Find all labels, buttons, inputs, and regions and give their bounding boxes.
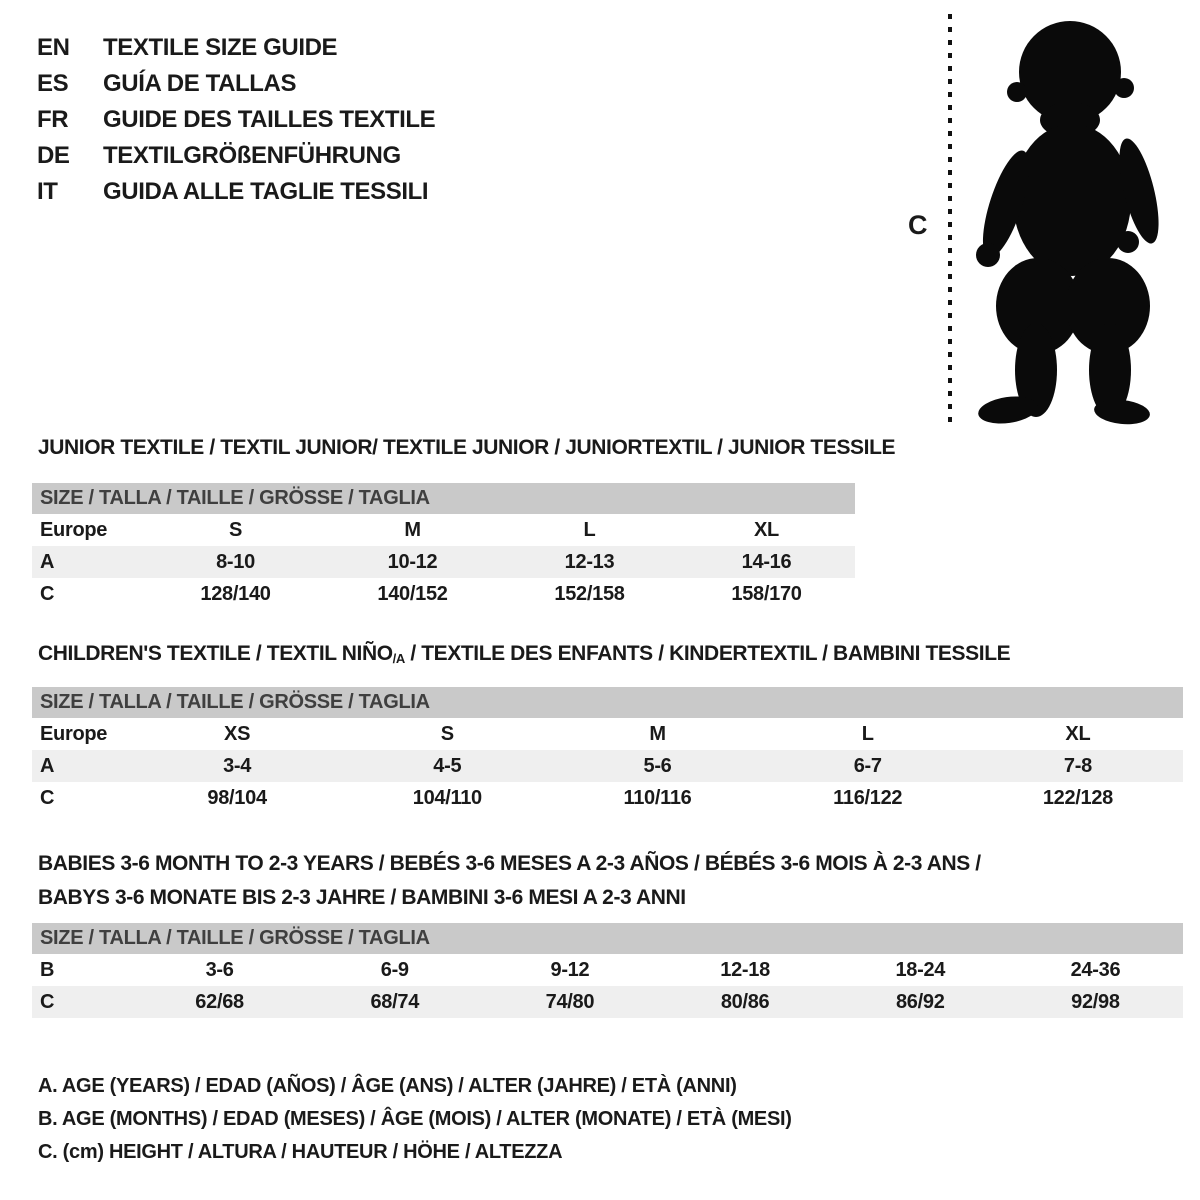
language-row: [37, 30, 435, 66]
row-label: A: [40, 755, 55, 777]
row-label: C: [40, 787, 55, 809]
language-code: ES: [37, 70, 69, 97]
cell: 116/122: [833, 787, 903, 809]
cell: 12-13: [564, 551, 615, 573]
table-row-height: [32, 782, 1183, 814]
babies-title-line: BABYS 3-6 MONATE BIS 2-3 JAHRE / BAMBINI 3-6 MESI A 2-3 ANNI: [38, 886, 686, 909]
cell: 12-18: [720, 959, 770, 981]
language-code: IT: [37, 178, 58, 205]
legend-line-a: A. AGE (YEARS) / EDAD (AÑOS) / ÂGE (ANS) / ALTER (JAHRE) / ETÀ (ANNI): [38, 1075, 737, 1097]
language-row: [37, 174, 435, 210]
cell: 18-24: [895, 959, 946, 981]
cell: 104/110: [412, 787, 482, 809]
cell: XL: [754, 519, 779, 541]
cell: 86/92: [895, 991, 945, 1013]
cell: 5-6: [643, 755, 672, 777]
cell: 62/68: [195, 991, 244, 1013]
cell: 4-5: [433, 755, 462, 777]
cell: 10-12: [387, 551, 438, 573]
row-label: B: [40, 959, 55, 981]
cell: 7-8: [1063, 755, 1092, 777]
cell: 122/128: [1042, 787, 1114, 809]
language-title: TEXTILE SIZE GUIDE: [103, 34, 338, 61]
language-title: GUIDA ALLE TAGLIE TESSILI: [103, 178, 429, 205]
cell: 8-10: [216, 551, 255, 573]
size-header-bar: SIZE / TALLA / TAILLE / GRÖSSE / TAGLIA: [32, 923, 1183, 954]
children-title-text: CHILDREN'S TEXTILE / TEXTIL NIÑO: [38, 642, 393, 665]
cell: 68/74: [370, 991, 420, 1013]
table-row-age: [32, 546, 855, 578]
language-code: FR: [37, 106, 69, 133]
table-row-age: [32, 750, 1183, 782]
cell: XS: [224, 723, 251, 745]
cell: 24-36: [1070, 959, 1121, 981]
language-title: GUIDE DES TAILLES TEXTILE: [103, 106, 436, 133]
junior-size-table: [32, 483, 855, 610]
language-title: GUÍA DE TALLAS: [103, 70, 297, 97]
cell: M: [404, 519, 421, 541]
language-title: TEXTILGRÖßENFÜHRUNG: [103, 142, 401, 169]
cell: 92/98: [1071, 991, 1120, 1013]
row-label: C: [40, 991, 55, 1013]
language-row: [37, 138, 435, 174]
cell: S: [440, 723, 454, 745]
cell: 152/158: [554, 583, 625, 605]
children-section-title: [38, 642, 1010, 666]
cell: S: [228, 519, 243, 541]
language-code: DE: [37, 142, 70, 169]
legend-line-b: B. AGE (MONTHS) / EDAD (MESES) / ÂGE (MOIS) / ALTER (MONATE) / ETÀ (MESI): [38, 1108, 792, 1130]
cell: 158/170: [731, 583, 802, 605]
cell: 80/86: [720, 991, 770, 1013]
row-label: Europe: [40, 723, 108, 745]
cell: 3-6: [205, 959, 234, 981]
size-header-bar: SIZE / TALLA / TAILLE / GRÖSSE / TAGLIA: [32, 483, 855, 514]
toddler-silhouette-icon: [938, 8, 1188, 428]
table-row-age-months: [32, 954, 1183, 986]
cell: 9-12: [550, 959, 590, 981]
children-size-table: [32, 687, 1183, 814]
cell: M: [649, 723, 666, 745]
children-title-subscript: /A: [392, 650, 405, 666]
cell: L: [583, 519, 596, 541]
cell: 110/116: [623, 787, 692, 809]
legend-line-c: C. (cm) HEIGHT / ALTURA / HAUTEUR / HÖHE / ALTEZZA: [38, 1141, 563, 1163]
language-row: [37, 102, 435, 138]
row-label: C: [40, 583, 55, 605]
children-title-text: / TEXTILE DES ENFANTS / KINDERTEXTIL / BAMBINI TESSILE: [404, 642, 1011, 665]
junior-section-title: JUNIOR TEXTILE / TEXTIL JUNIOR/ TEXTILE JUNIOR / JUNIORTEXTIL / JUNIOR TESSILE: [38, 436, 896, 459]
table-row-europe: [32, 514, 855, 546]
table-row-height: [32, 986, 1183, 1018]
cell: 6-7: [853, 755, 882, 777]
cell: 3-4: [223, 755, 252, 777]
cell: L: [861, 723, 874, 745]
babies-title-line: BABIES 3-6 MONTH TO 2-3 YEARS / BEBÉS 3-6 MESES A 2-3 AÑOS / BÉBÉS 3-6 MOIS À 2-3 ANS /: [38, 852, 981, 875]
row-label: A: [40, 551, 55, 573]
row-label: Europe: [40, 519, 108, 541]
babies-section-title: [38, 847, 981, 915]
cell: 6-9: [380, 959, 409, 981]
size-header-bar: SIZE / TALLA / TAILLE / GRÖSSE / TAGLIA: [32, 687, 1183, 718]
babies-size-table: [32, 923, 1183, 1018]
cell: 140/152: [377, 583, 448, 605]
cell: 14-16: [741, 551, 792, 573]
measurement-legend: [38, 1070, 792, 1169]
size-figure: [938, 8, 1188, 428]
cell: 128/140: [200, 583, 271, 605]
language-row: [37, 66, 435, 102]
language-title-list: [37, 30, 435, 210]
table-row-europe: [32, 718, 1183, 750]
height-measure-label-c: C: [908, 210, 928, 240]
language-code: EN: [37, 34, 70, 61]
table-row-height: [32, 578, 855, 610]
cell: 74/80: [545, 991, 595, 1013]
cell: 98/104: [207, 787, 267, 809]
cell: XL: [1065, 723, 1091, 745]
